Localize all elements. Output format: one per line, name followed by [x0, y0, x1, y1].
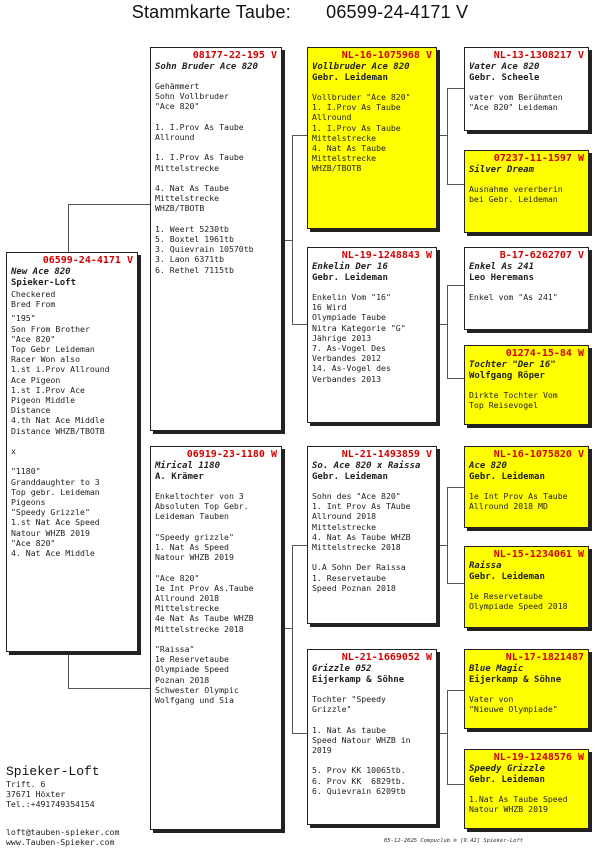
- ring-number: NL-21-1493859 V: [341, 449, 432, 460]
- connector: [437, 324, 447, 325]
- pigeon-name: Sohn Bruder Ace 820: [155, 62, 258, 72]
- owner-name: A. Krämer: [155, 472, 204, 482]
- pedigree-card-dds[interactable]: [464, 649, 589, 729]
- connector: [282, 240, 292, 241]
- connector: [437, 135, 447, 136]
- ring-number: NL-17-1821487: [505, 652, 584, 663]
- pigeon-name: New Ace 820: [11, 267, 71, 277]
- pigeon-name: Tochter "Der 16": [469, 360, 556, 370]
- owner-name: Leo Heremans: [469, 273, 535, 283]
- connector: [292, 135, 307, 136]
- owner-name: Eijerkamp & Söhne: [469, 675, 562, 685]
- pedigree-card-sire-dam[interactable]: [307, 247, 437, 423]
- connector: [437, 733, 447, 734]
- owner-name: Wolfgang Röper: [469, 371, 545, 381]
- pigeon-description: vater vom Berühmten "Ace 820" Leideman: [469, 92, 563, 113]
- pigeon-name: Mirical 1180: [155, 461, 221, 471]
- owner-name: Gebr. Leideman: [312, 73, 388, 83]
- ring-number: 08177-22-195 V: [192, 50, 277, 61]
- ring-number: NL-21-1669052 W: [341, 652, 432, 663]
- pigeon-description: Ausnahme vererberin bei Gebr. Leideman: [469, 184, 563, 205]
- owner-name: Gebr. Leideman: [312, 472, 388, 482]
- owner-name: Gebr. Leideman: [469, 775, 545, 785]
- pedigree-card-sss[interactable]: [464, 47, 589, 131]
- owner-name: Spieker-Loft: [11, 278, 77, 288]
- connector: [447, 583, 464, 584]
- pigeon-description: Enkeltochter von 3 Absoluten Top Gebr. Leideman Tauben "Speedy grizzle" 1. Nat As Speed Natour WHZB 2019 "Ace 820" 1e Int Prov As.Taube Allround 2018 Mittelstrecke 4e Nat As Taube WHZB Mittelstrecke 2018 "Raissa" 1e Reservetaube Olympiade Speed Poznan 2018 Schwester Olympic Wolfgang und Sia: [155, 491, 254, 706]
- pigeon-description: Vater von "Nieuwe Olympiade": [469, 694, 558, 715]
- pigeon-name: So. Ace 820 x Raissa: [312, 461, 421, 471]
- pigeon-name: Silver Dream: [469, 165, 535, 175]
- pigeon-name: Speedy Grizzle: [469, 764, 545, 774]
- connector: [447, 487, 448, 583]
- pigeon-name: Enkel As 241: [469, 262, 535, 272]
- address-city: 37671 Höxter: [6, 789, 66, 799]
- pigeon-description: 1.Nat As Taube Speed Natour WHZB 2019: [469, 794, 568, 815]
- connector: [447, 784, 464, 785]
- owner-name: Gebr. Scheele: [469, 73, 540, 83]
- connector: [447, 88, 464, 89]
- connector: [447, 88, 448, 184]
- pedigree-card-dam-dam[interactable]: [307, 649, 437, 825]
- pedigree-card-ssd[interactable]: [464, 150, 589, 233]
- ring-number: 01274-15-84 W: [505, 348, 584, 359]
- owner-name: Gebr. Leideman: [469, 472, 545, 482]
- connector: [68, 204, 150, 205]
- pedigree-card-ddd[interactable]: [464, 749, 589, 829]
- connector: [447, 487, 464, 488]
- loft-contact: [6, 827, 119, 847]
- ring-number: NL-16-1075820 V: [493, 449, 584, 460]
- pigeon-description: Gehämmert Sohn Vollbruder "Ace 820" 1. I.Prov As Taube Allround 1. I.Prov As Taube Mittelstrecke 4. Nat As Taube Mittelstrecke WHZB/TBOTB 1. Weert 5230tb 5. Boxtel 1961tb 3. Quievrain 10570tb 3. Laon 6371tb 6. Rethel 7115tb: [155, 81, 254, 275]
- owner-name: Eijerkamp & Söhne: [312, 675, 405, 685]
- ring-number: NL-19-1248843 W: [341, 250, 432, 261]
- loft-address: [6, 764, 100, 809]
- pigeon-name: Grizzle 052: [312, 664, 372, 674]
- pedigree-card-dss[interactable]: [464, 446, 589, 528]
- pedigree-card-dam[interactable]: [150, 446, 282, 830]
- connector: [292, 545, 307, 546]
- ring-number: NL-19-1248576 W: [493, 752, 584, 763]
- pigeon-description: Tochter "Speedy Grizzle" 1. Nat As taube Speed Natour WHZB in 2019 5. Prov KK 10065tb. 6. Prov KK 6829tb. 6. Quievrain 6209tb: [312, 694, 411, 796]
- connector: [68, 652, 69, 688]
- ring-number: 06599-24-4171 V: [42, 255, 133, 266]
- pigeon-info: Checkered Bred From: [11, 289, 56, 310]
- website-link[interactable]: www.Tauben-Spieker.com: [6, 837, 115, 847]
- connector: [292, 135, 293, 324]
- title-ring-number: 06599-24-4171 V: [326, 2, 469, 22]
- pedigree-card-sds[interactable]: [464, 247, 589, 330]
- print-metadata: 05-12-2025 Compuclub ® [9.42] Spieker-Loft: [384, 838, 524, 844]
- pedigree-card-sdd[interactable]: [464, 345, 589, 425]
- pigeon-name: Vollbruder Ace 820: [312, 62, 410, 72]
- connector: [292, 324, 307, 325]
- pedigree-card-sire[interactable]: [150, 47, 282, 431]
- pigeon-name: Enkelin Der 16: [312, 262, 388, 272]
- pedigree-card-dam-sire[interactable]: [307, 446, 437, 624]
- connector: [282, 628, 292, 629]
- owner-name: Gebr. Leideman: [469, 572, 545, 582]
- pigeon-name: Vater Ace 820: [469, 62, 540, 72]
- connector: [447, 690, 448, 784]
- pigeon-description: Enkel vom "As 241": [469, 292, 558, 302]
- phone-number: Tel.:+491749354154: [6, 799, 95, 809]
- connector: [292, 545, 293, 733]
- pigeon-name: Raissa: [469, 561, 502, 571]
- email-link[interactable]: loft@tauben-spieker.com: [6, 827, 120, 837]
- pigeon-description: Dirkte Tochter Vom Top Reisevogel: [469, 390, 558, 411]
- connector: [68, 204, 69, 252]
- connector: [68, 688, 150, 689]
- pigeon-description: 1e Int Prov As Taube Allround 2018 MD: [469, 491, 568, 512]
- ring-number: 07237-11-1597 W: [493, 153, 584, 164]
- pedigree-card-subject[interactable]: [6, 252, 138, 652]
- connector: [447, 285, 464, 286]
- pigeon-description: Sohn des "Ace 820" 1. Int Prov As TAube Allround 2018 Mittelstrecke 4. Nat As Taube WHZB Mittelstrecke 2018 U.A Sohn Der Raissa 1. Reservetaube Speed Poznan 2018: [312, 491, 411, 593]
- owner-name: Gebr. Leideman: [312, 273, 388, 283]
- ring-number: NL-15-1234061 W: [493, 549, 584, 560]
- ring-number: B-17-6262707 V: [499, 250, 584, 261]
- pedigree-card-dsd[interactable]: [464, 546, 589, 628]
- connector: [447, 690, 464, 691]
- address-street: Trift. 6: [6, 779, 46, 789]
- pigeon-description: 1e Reservetaube Olympiade Speed 2018: [469, 591, 568, 612]
- connector: [292, 733, 307, 734]
- pedigree-card-sire-sire[interactable]: [307, 47, 437, 229]
- connector: [447, 285, 448, 378]
- connector: [447, 184, 464, 185]
- pigeon-name: Ace 820: [469, 461, 507, 471]
- pigeon-name: Blue Magic: [469, 664, 524, 674]
- loft-name: Spieker-Loft: [6, 764, 100, 779]
- ring-number: NL-13-1308217 V: [493, 50, 584, 61]
- page-title: [0, 2, 600, 23]
- ring-number: NL-16-1075968 V: [341, 50, 432, 61]
- ring-number: 06919-23-1180 W: [186, 449, 277, 460]
- title-label: Stammkarte Taube:: [131, 2, 291, 22]
- pigeon-description: Vollbruder "Ace 820" 1. I.Prov As Taube Allround 1. I.Prov As Taube Mittelstrecke 4. Nat As Taube Mittelstrecke WHZB/TBOTB: [312, 92, 411, 174]
- connector: [437, 545, 447, 546]
- connector: [447, 378, 464, 379]
- pigeon-description: Enkelin Vom "16" 16 Wird Olympiade Taube Nitra Kategorie "G" Jährige 2013 7. As-Vogel Des Verbandes 2012 14. As-Vogel des Verbandes 2013: [312, 292, 406, 384]
- pigeon-description: "195" Son From Brother "Ace 820" Top Gebr Leideman Racer Won also 1.st i.Prov Allround Ace Pigeon 1.st I.Prov Ace Pigeon Middle Distance 4.th Nat Ace Middle Distance WHZB/TBOTB x "1180" Granddaughter to 3 Top gebr. Leideman Pigeons "Speedy Grizzle" 1.st Nat Ace Speed Natour WHZB 2019 "Ace 820" 4. Nat Ace Middle: [11, 313, 110, 559]
